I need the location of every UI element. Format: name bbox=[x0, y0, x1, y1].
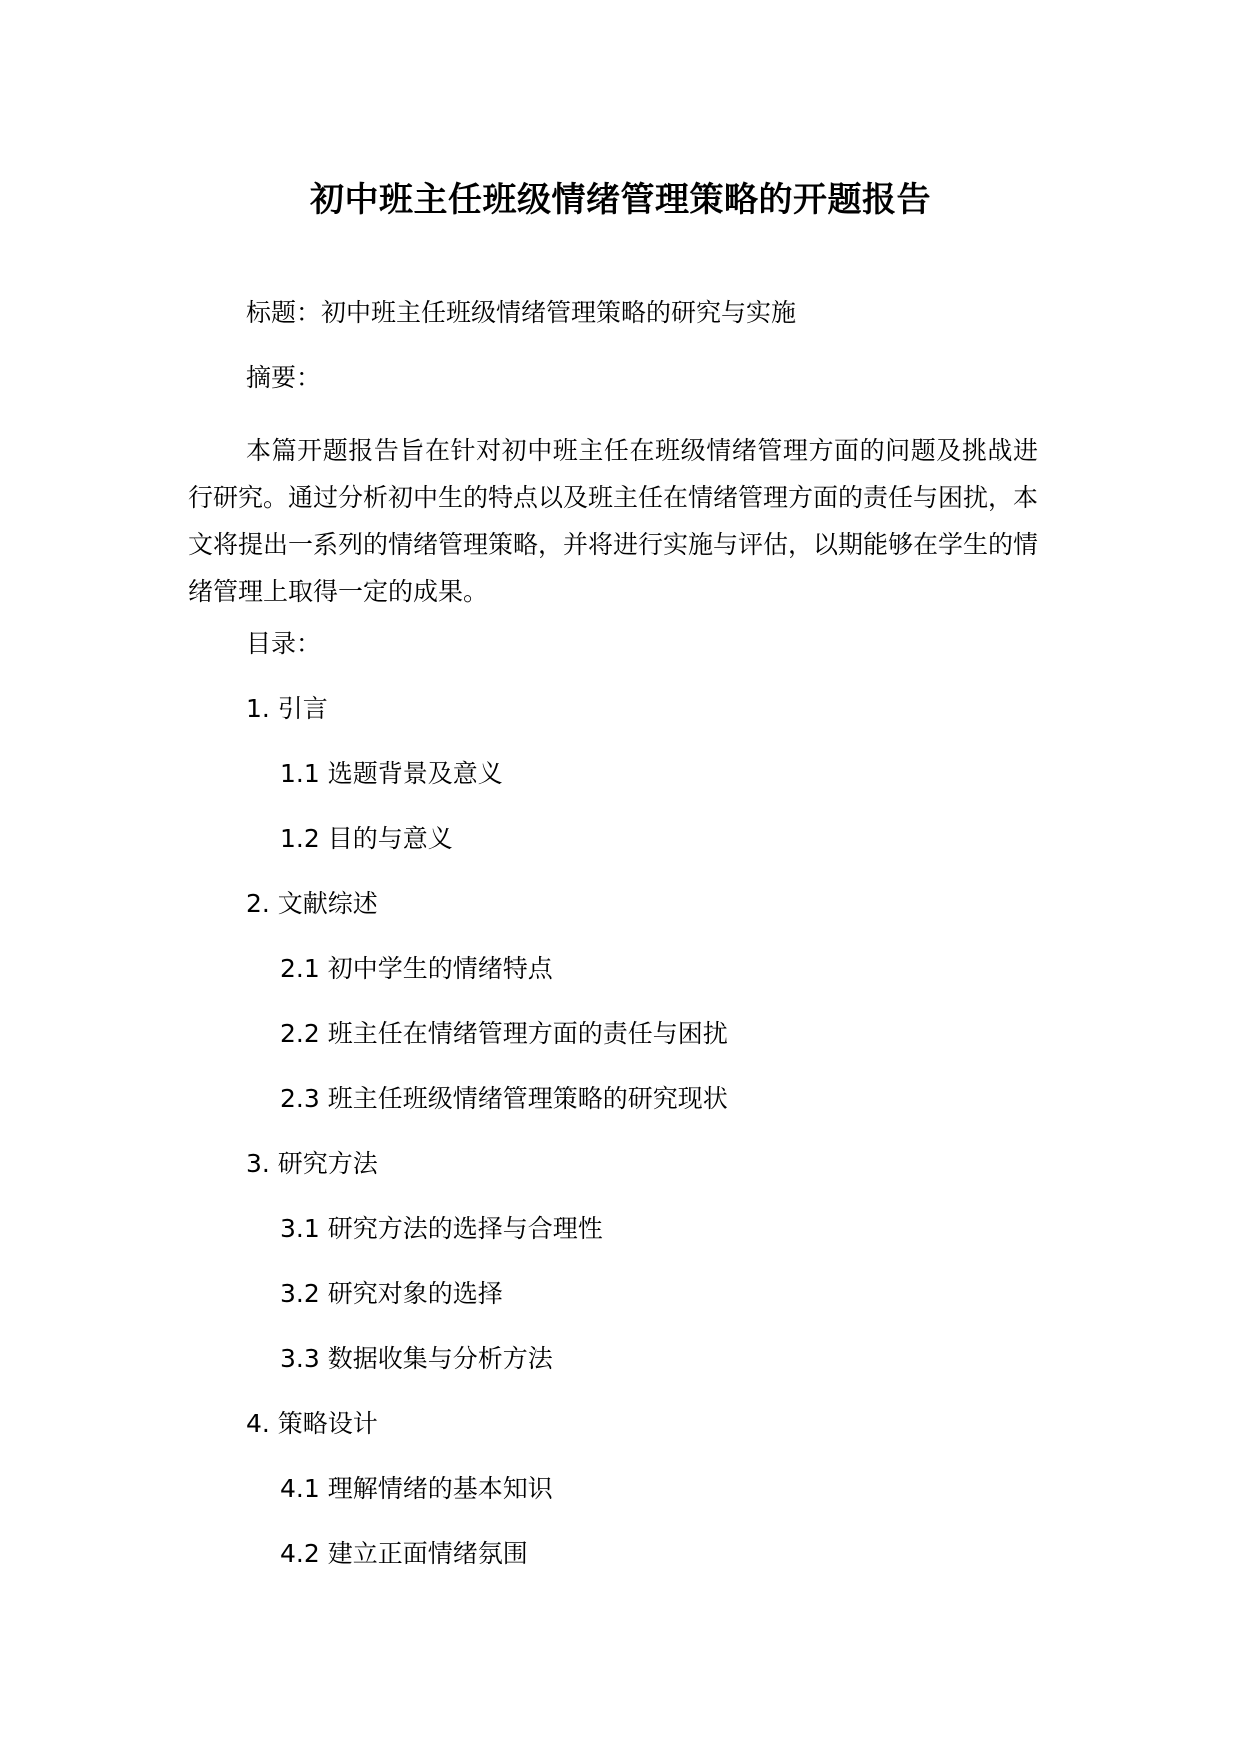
toc-item-2: 2. 文献综述 bbox=[246, 889, 378, 918]
toc-item-2-3: 2.3 班主任班级情绪管理策略的研究现状 bbox=[280, 1084, 728, 1113]
toc-item-2-2: 2.2 班主任在情绪管理方面的责任与困扰 bbox=[280, 1019, 728, 1048]
document-title: 初中班主任班级情绪管理策略的开题报告 bbox=[310, 180, 931, 220]
subject-line: 标题：初中班主任班级情绪管理策略的研究与实施 bbox=[246, 298, 797, 327]
toc-item-3-2: 3.2 研究对象的选择 bbox=[280, 1279, 503, 1308]
toc-item-3-3: 3.3 数据收集与分析方法 bbox=[280, 1344, 553, 1373]
toc-item-1-1: 1.1 选题背景及意义 bbox=[280, 759, 503, 788]
toc-item-2-1: 2.1 初中学生的情绪特点 bbox=[280, 954, 553, 983]
toc-item-3: 3. 研究方法 bbox=[246, 1149, 378, 1178]
toc-item-1: 1. 引言 bbox=[246, 694, 328, 723]
abstract-paragraph: 本篇开题报告旨在针对初中班主任在班级情绪管理方面的问题及挑战进行研究。通过分析初中生的特点以及班主任在情绪管理方面的责任与困扰，本文将提出一系列的情绪管理策略，并将进行实施与评估，以期能够在学生的情绪管理上取得一定的成果。 bbox=[188, 436, 1039, 606]
abstract-heading: 摘要： bbox=[246, 363, 322, 392]
toc-item-1-2: 1.2 目的与意义 bbox=[280, 824, 453, 853]
toc-item-4-2: 4.2 建立正面情绪氛围 bbox=[280, 1539, 528, 1568]
toc-item-3-1: 3.1 研究方法的选择与合理性 bbox=[280, 1214, 603, 1243]
toc-item-4: 4. 策略设计 bbox=[246, 1409, 378, 1438]
toc-item-4-1: 4.1 理解情绪的基本知识 bbox=[280, 1474, 553, 1503]
toc-heading: 目录： bbox=[246, 629, 322, 658]
